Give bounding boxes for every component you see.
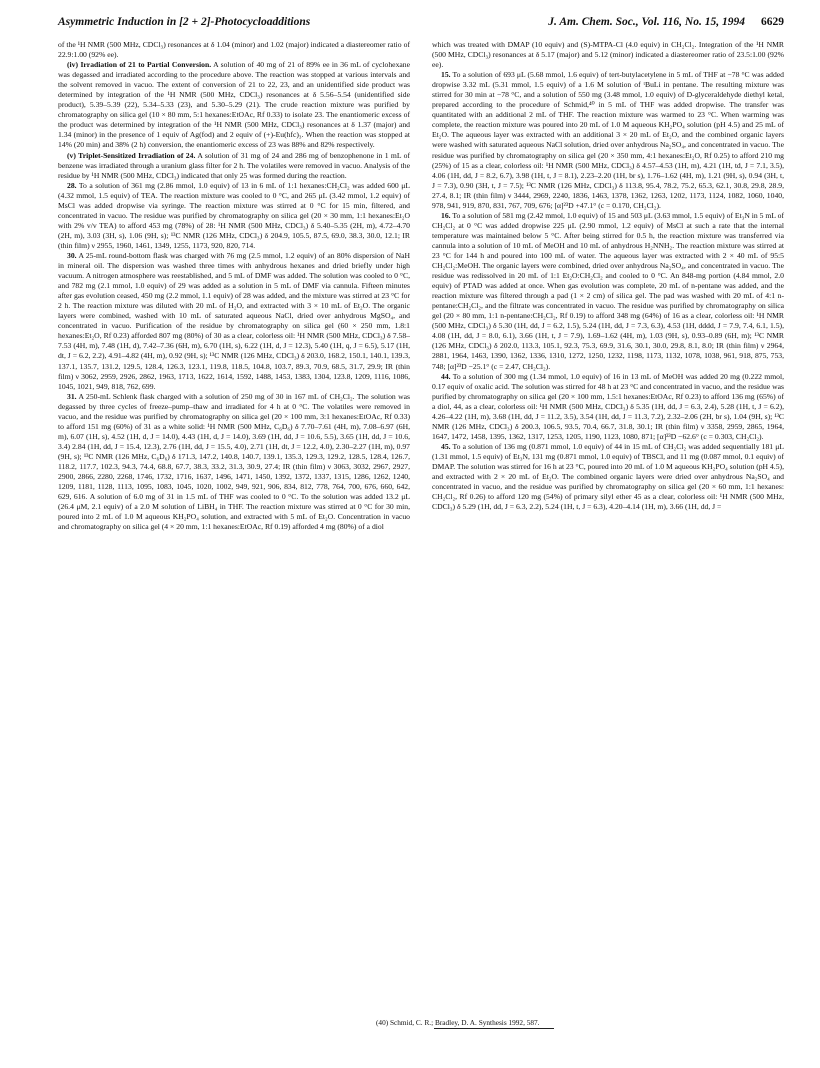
paragraph-heading: 28. [67, 180, 77, 190]
paragraph-p-15 [432, 70, 784, 211]
paragraph-heading: 30. [67, 250, 77, 260]
footnote-rule [434, 1028, 554, 1029]
paragraph-text: To a solution of 300 mg (1.34 mmol, 1.0 equiv) of 16 in 13 mL of MeOH was added 20 mg (0.222 mmol, 0.17 equiv of oxalic acid. The solution was stirred for 48 h at 23 °C and concentrated in vacuo, and the residue was purified by chromatography on silica gel (20 × 100 mm, 1.5:1 hexanes:EtOAc, Rf 0.23) to afford 136 mg (65%) of a diol, 44, as a clear, colorless oil: ¹H NMR (500 MHz, CDCl₃) δ 5.35 (1H, dd, J = 6.3, 2.4), 5.28 (1H, t, J = 6.2), 4.26–4.22 (1H, m), 3.68 (1H, dd, J = 11.2, 3.5), 3.54 (1H, dd, J = 11.3, 7.2), 2.32–2.06 (2H, br s), 1.04 (9H, s); ¹³C NMR (126 MHz, CDCl₃) δ 200.3, 106.5, 93.5, 70.4, 66.7, 31.8, 30.1; IR (thin film) ν 3358, 2959, 2865, 1964, 1647, 1472, 1458, 1395, 1362, 1317, 1253, 1205, 1190, 1123, 1080, 871; [α]²³D −62.6° (c = 0.303, CH₂Cl₂). [432, 371, 784, 441]
paragraph-p-30 [58, 251, 410, 392]
paragraph-p-28 [58, 181, 410, 251]
paragraph-text: To a solution of 361 mg (2.86 mmol, 1.0 equiv) of 13 in 6 mL of 1:1 hexanes:CH₂Cl₂ was added 600 μL (4.32 mmol, 1.5 equiv) of TEA. The reaction mixture was cooled to 0 °C, and 265 μL (3.42 mmol, 1.2 equiv) of MsCl was added dropwise via syringe. The reaction mixture was stirred at 0 °C for 15 min, filtered, and concentrated in vacuo. The residue was purified by chromatography on silica gel (20 × 30 mm, 1:1 hexanes:Et₂O with 2% v/v TEA) to afford 453 mg (78%) of 28: ¹H NMR (500 MHz, CDCl₃) δ 5.40–5.35 (2H, m), 4.72–4.70 (2H, m), 3.03 (3H, s), 1.06 (9H, s); ¹³C NMR (126 MHz, CDCl₃) δ 204.9, 105.5, 87.5, 69.0, 38.3, 30.0, 12.1; IR (thin film) ν 2955, 1960, 1461, 1349, 1255, 1173, 920, 820, 714. [58, 180, 410, 250]
left-column [58, 40, 410, 532]
page-number: 6629 [761, 16, 784, 28]
two-column-body [58, 40, 784, 532]
paragraph-p-31 [58, 392, 410, 533]
paragraph-p-44 [432, 372, 784, 442]
running-title: Asymmetric Induction in [2 + 2]-Photocycloadditions [58, 16, 311, 28]
paragraph-p-cont [58, 40, 410, 60]
journal-citation [548, 16, 784, 28]
paragraph-heading: 45. [441, 441, 451, 451]
paragraph-text: To a solution of 136 mg (0.871 mmol, 1.0 equiv) of 44 in 15 mL of CH₂Cl₂ was added sequentially 181 μL (1.31 mmol, 1.5 equiv) of Et₃N, 131 mg (0.871 mmol, 1.0 equiv) of TBSCl, and 11 mg (0.087 mmol, 0.1 equiv) of DMAP. The solution was stirred for 16 h at 23 °C, poured into 20 mL of 1.0 M aqueous KH₂PO₄ solution (pH 4.5), and extracted with 2 × 20 mL of Et₂O. The combined organic layers were dried over anhydrous Na₂SO₄ and concentrated in vacuo, and the residue was purified by chromatography on silica gel (20 × 60 mm, 1:1 hexanes: CH₂Cl₂, Rf 0.26) to afford 120 mg (54%) of primary silyl ether 45 as a clear, colorless oil: ¹H NMR (500 MHz, CDCl₃) δ 5.29 (1H, dd, J = 6.3, 2.2), 5.24 (1H, t, J = 6.3), 4.20–4.14 (1H, m), 3.66 (1H, dd, J = [432, 441, 784, 512]
paragraph-p-iv [58, 60, 410, 150]
paragraph-heading: 15. [441, 70, 451, 80]
paragraph-p-45 [432, 442, 784, 512]
paragraph-text: of the ¹H NMR (500 MHz, CDCl₃) resonances at δ 1.04 (minor) and 1.02 (major) indicated a diastereomer ratio of 22.9:1.00 (92% ee). [58, 40, 410, 60]
paragraph-text: which was treated with DMAP (10 equiv) and (S)-MTPA-Cl (4.0 equiv) in CH₂Cl₂. Integration of the ¹H NMR (500 MHz, CDCl₃) resonances at δ 5.17 (major) and 5.12 (minor) indicated a diastereomer ratio of 23.5:1.00 (92% ee). [432, 40, 784, 70]
paragraph-text: A 250-mL Schlenk flask charged with a solution of 250 mg of 30 in 167 mL of CH₂Cl₂. The solution was degassed by three cycles of freeze–pump–thaw and irradiated for 4 h at 0 °C. The volatiles were removed in vacuo, and the residue was purified by chromatography on silica gel (20 × 100 mm, 3:1 hexanes:EtOAc, Rf 0.33) to afford 151 mg (60%) of 31 as a white solid: ¹H NMR (500 MHz, C₆D₆) δ 7.70–7.61 (4H, m), 7.08–6.97 (6H, m), 6.07 (1H, s), 4.52 (1H, d, J = 14.0), 4.43 (1H, d, J = 14.0), 3.69 (1H, dd, J = 10.6, 5.5), 3.65 (1H, dd, J = 10.6, 3.4) 2.84 (1H, dd, J = 15.4, 12.3), 2.76 (1H, dd, J = 15.5, 4.0), 2.71 (1H, dt, J = 12.2, 4.0), 2.30–2.27 (1H, m), 0.97 (9H, s); ¹³C NMR (126 MHz, C₆D₆) δ 171.3, 147.2, 140.8, 140.7, 139.1, 135.3, 129.3, 129.2, 128.5, 128.4, 126.7, 118.2, 117.7, 102.3, 94.3, 74.4, 68.8, 67.7, 38.3, 33.2, 31.3, 30.9, 27.4; IR (thin film) ν 3063, 3032, 2967, 2927, 2900, 2866, 2280, 2268, 1746, 1732, 1716, 1637, 1496, 1471, 1450, 1392, 1372, 1337, 1315, 1286, 1262, 1240, 1209, 1181, 1128, 1113, 1095, 1083, 1045, 1020, 1002, 949, 921, 906, 834, 812, 778, 764, 700, 676, 660, 642, 629, 616. A solution of 6.0 mg of 31 in 1.5 mL of THF was cooled to 0 °C. To the solution was added 13.2 μL (26.4 μM, 2.1 equiv) of a 2.0 M solution of LiBH₄ in THF. The reaction mixture was stirred at 0 °C for 30 min, poured into 2 mL of 1.0 M aqueous KH₂PO₄ solution, and extracted with 5 mL of Et₂O. Concentration in vacuo and chromatography on silica gel (4 × 20 mm, 1:1 hexanes:EtOAc, Rf 0.19) afforded 4 mg (80%) of a diol [58, 391, 410, 532]
paragraph-text: To a solution of 581 mg (2.42 mmol, 1.0 equiv) of 15 and 503 μL (3.63 mmol, 1.5 equiv) of Et₃N in 5 mL of CH₂Cl₂ at 0 °C was added dropwise 225 μL (2.90 mmol, 1.2 equiv) of MsCl at such a rate that the internal temperature was maintained below 5 °C. After being stirred for 0.5 h, the reaction mixture was transferred via cannula into a solution of 10 mL of MeOH and 10 mL of anhydrous H₂NNH₂. The reaction mixture was stirred at 23 °C for 144 h and poured into 100 mL of water. The aqueous layer was extracted with 2 × 40 mL of 95:5 CH₂Cl₂:MeOH. The organic layers were combined, dried over anhydrous Na₂SO₄, and concentrated in vacuo. The residue was redissolved in 20 mL of 1:1 Et₂O:CH₂Cl₂ and cooled to 0 °C. An 848-mg portion (4.84 mmol, 2.0 equiv) of PTAD was added at once. When gas evolution was complete, 20 mL of n-pentane was added, and the reaction mixture was filtered through a pad (1 × 2 cm) of silica gel. The pad was washed with 20 mL of 4:1 n-pentane:CH₂Cl₂, and the filtrate was concentrated in vacuo. The residue was purified by chromatography on silica gel (20 × 80 mm, 1:1 n-pentane:CH₂Cl₂, Rf 0.19) to afford 348 mg (64%) of 16 as a clear, colorless oil: ¹H NMR (500 MHz, CDCl₃) δ 5.30 (1H, dd, J = 6.2, 1.5), 5.24 (1H, dd, J = 7.3, 6.3), 4.53 (1H, dddd, J = 7.9, 7.4, 6.1, 1.5), 4.08 (1H, dd, J = 8.0, 6.1), 3.66 (1H, t, J = 7.9), 1.69–1.62 (4H, m), 1.03 (9H, s), 0.93–0.89 (6H, m); ¹³C NMR (126 MHz, CDCl₃) δ 202.0, 113.3, 105.1, 92.3, 75.3, 69.9, 31.6, 30.1, 30.0, 29.8, 8.1, 8.0; IR (thin film) ν 2964, 2881, 1964, 1463, 1390, 1362, 1336, 1310, 1272, 1250, 1232, 1198, 1173, 1132, 1078, 1038, 961, 918, 875, 753, 748; [α]²³D −25.1° (c = 2.47, CH₂Cl₂). [432, 210, 784, 371]
paragraph-heading: (v) Triplet-Sensitized Irradiation of 24. [67, 150, 196, 160]
running-header [58, 16, 784, 36]
paragraph-p-v [58, 151, 410, 181]
paragraph-heading: (iv) Irradiation of 21 to Partial Conversion. [67, 60, 212, 70]
paragraph-text: A solution of 31 mg of 24 and 286 mg of benzophenone in 1 mL of benzene was irradiated through a uranium glass filter for 2 h. The volatiles were removed in vacuo. Analysis of the residue by ¹H NMR (500 MHz, CDCl₃) indicated that only 25 was formed during the reaction. [58, 150, 410, 180]
footnote: (40) Schmid, C. R.; Bradley, D. A. Synthesis 1992, 587. [376, 1018, 540, 1027]
paragraph-p-cont2 [432, 40, 784, 70]
right-column [432, 40, 784, 532]
paragraph-text: To a solution of 693 μL (5.68 mmol, 1.6 equiv) of tert-butylacetylene in 5 mL of THF at −78 °C was added dropwise 3.32 mL (5.31 mmol, 1.5 equiv) of a 1.6 M solution of ᵗBuLi in pentane. The resulting mixture was stirred for 30 min at −78 °C, and a solution of 550 mg (3.48 mmol, 1.0 equiv) of D-glyceraldehyde diethyl ketal, prepared according to the procedure of Schmid,⁴⁰ in 5 mL of THF was added dropwise. The transfer was quantitated with an additional 2 mL of THF. The reaction mixture was warmed to 23 °C. When warming was complete, the reaction mixture was poured into 20 mL of 1.0 M aqueous KH₂PO₄ solution (pH 4.5) and 25 mL of Et₂O. The aqueous layer was extracted with an additional 3 × 20 mL of Et₂O, and the combined organic layers were washed with saturated aqueous NaCl solution, dried over anhydrous Na₂SO₄, and concentrated in vacuo. The residue was purified by chromatography on silica gel (20 × 350 mm, 4:1 hexanes:Et₂O, Rf 0.25) to afford 210 mg (25%) of 15 as a clear, colorless oil: ¹H NMR (500 MHz, CDCl₃) δ 4.57–4.53 (1H, m), 4.21 (1H, td, J = 7.1, 3.5), 4.06 (1H, dd, J = 8.2, 6.7), 3.98 (1H, t, J = 8.1), 2.23–2.20 (1H, br s), 1.76–1.62 (4H, m), 1.21 (9H, s), 0.94 (3H, t, J = 7.3), 0.90 (3H, t, J = 7.5); ¹³C NMR (126 MHz, CDCl₃) δ 113.8, 95.4, 78.2, 75.2, 65.3, 62.1, 30.8, 29.8, 28.9, 27.4, 8.1; IR (thin film) ν 3444, 2969, 2240, 1836, 1463, 1378, 1362, 1263, 1202, 1173, 1124, 1082, 1060, 1040, 978, 941, 919, 870, 831, 767, 709, 676; [α]²³D +47.1° (c = 0.170, CH₂Cl₂). [432, 70, 784, 210]
paragraph-heading: 16. [441, 210, 451, 220]
paragraph-p-16 [432, 211, 784, 372]
paragraph-heading: 44. [441, 371, 451, 381]
journal-name: J. Am. Chem. Soc., Vol. 116, No. 15, 1994 [548, 16, 745, 28]
paragraph-heading: 31. [67, 391, 77, 401]
journal-page [58, 16, 784, 1056]
paragraph-text: A solution of 40 mg of 21 of 89% ee in 36 mL of cyclohexane was degassed and irradiated according to the procedure above. The reaction was stopped at various intervals and the solvent removed in vacuo. The extent of conversion of 21 to 22, 23, and an unidentified side product was determined by integration of the ¹H NMR (500 MHz, CDCl₃) resonances at δ 5.56–5.54 (unidentified side product), 5.39–5.39 (22), 5.34–5.33 (23), and 5.30–5.29 (21). The crude reaction mixture was purified by chromatography on silica gel (10 × 80 mm, 5:1 hexanes:EtOAc, Rf 0.33) to isolate 23. The enantiomeric excess of the product was determined by integration of the ¹H NMR (500 MHz, CDCl₃) resonances at δ 1.37 (major) and 1.34 (minor) in the presence of 1 equiv of Ag(fod) and 2 equiv of (+)-Eu(hfc)₃. When the reaction was stopped at 14% (20 min) and 38% (2 h) conversion, the enantiomeric excess of 23 was 88% and 82% respectively. [58, 60, 410, 150]
paragraph-text: A 25-mL round-bottom flask was charged with 76 mg (2.5 mmol, 1.2 equiv) of an 80% dispersion of NaH in mineral oil. The dispersion was washed three times with anhydrous hexanes and dried briefly under high vacuum. A nitrogen atmosphere was reestablished, and 5 mL of DMF was added. The solution was cooled to 0 °C, and 782 mg (2.1 mmol, 1.0 equiv) of 29 was added as a solution in 5 mL of DMF via cannula. Fifteen minutes after gas evolution ceased, 450 mg (2.2 mmol, 1.1 equiv) of 28 was added, and the mixture was stirred at 23 °C for 2 h. The reaction mixture was diluted with 20 mL of H₂O, and extracted with 3 × 10 mL of Et₂O. The organic layers were combined, washed with 10 mL of saturated aqueous NaCl, dried over anhydrous MgSO₄, and concentrated in vacuo. Purification of the residue by chromatography on silica gel (60 × 250 mm, 1.8:1 hexanes:Et₂O, Rf 0.23) afforded 807 mg (80%) of 30 as a clear, colorless oil: ¹H NMR (500 MHz, CDCl₃) δ 7.58–7.53 (4H, m), 7.48 (1H, d), 7.42–7.36 (6H, m), 6.70 (1H, s), 6.22 (1H, d, J = 12.3), 5.40 (1H, q, J = 6.5), 5.17 (1H, dt, J = 6.2, 2.2), 4.91–4.82 (4H, m), 0.92 (9H, s); ¹³C NMR (126 MHz, CDCl₃) δ 203.0, 168.2, 150.1, 140.1, 139.3, 137.1, 135.7, 131.2, 129.5, 128.4, 126.3, 123.1, 119.8, 118.5, 104.8, 103.7, 89.3, 70.9, 68.5, 31.7, 29.9; IR (thin film) ν 3062, 2959, 2926, 2862, 1963, 1713, 1622, 1614, 1592, 1488, 1453, 1383, 1304, 123.8, 1209, 1116, 1086, 1045, 1021, 949, 818, 762, 699. [58, 250, 410, 391]
